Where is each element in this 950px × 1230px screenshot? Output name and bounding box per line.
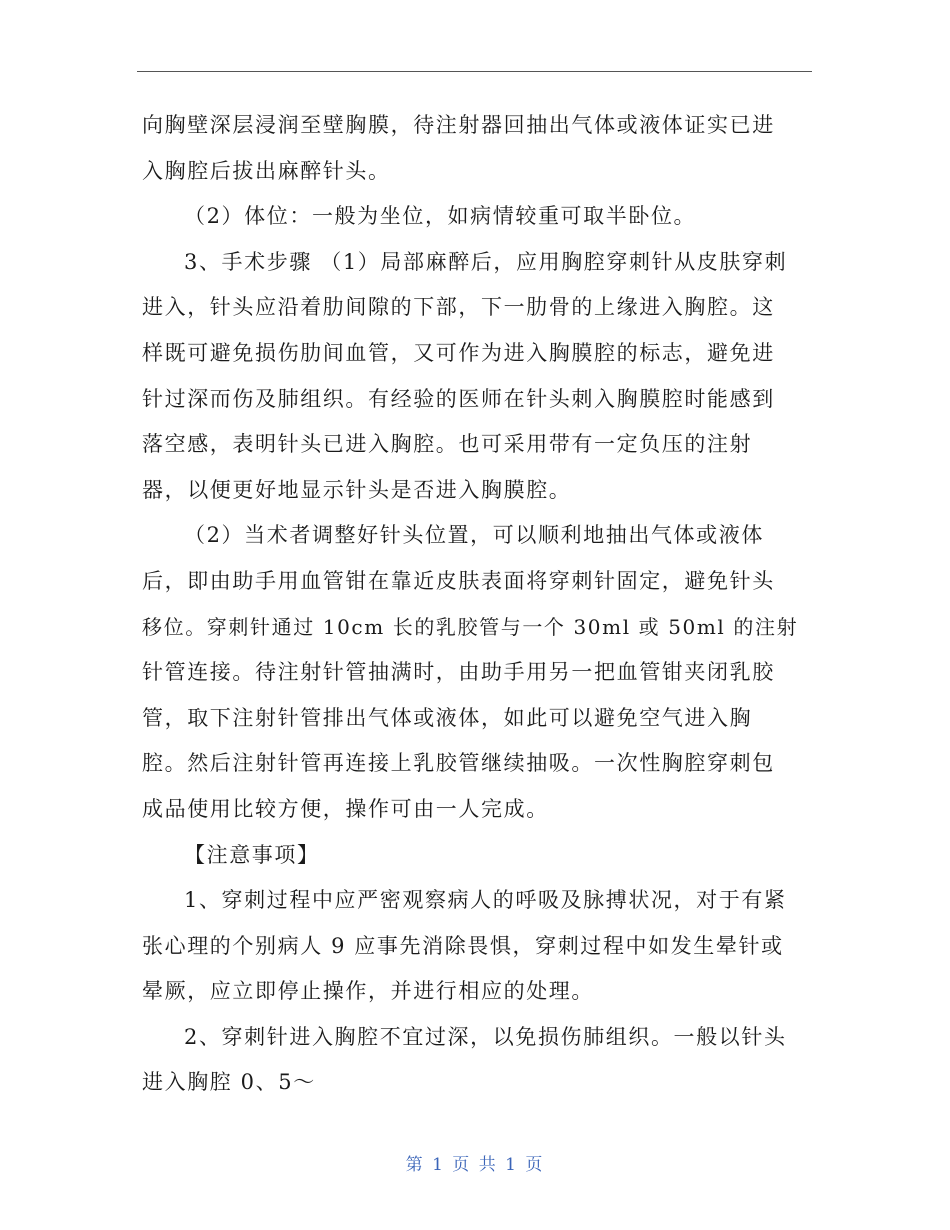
text-line: 后，即由助手用血管钳在靠近皮肤表面将穿刺针固定，避免针头 [142, 568, 775, 593]
text-line: 成品使用比较方便，操作可由一人完成。 [142, 796, 549, 821]
text-line: 落空感，表明针头已进入胸腔。也可采用带有一定负压的注射 [142, 432, 753, 457]
text-line: 样既可避免损伤肋间血管，又可作为进入胸膜腔的标志，避免进 [142, 340, 775, 365]
header-rule [137, 71, 812, 72]
text-line: 针管连接。待注射针管抽满时，由助手用另一把血管钳夹闭乳胶 [142, 660, 775, 685]
text-line: 器，以便更好地显示针头是否进入胸膜腔。 [142, 477, 572, 502]
text-line: 进入胸腔 0、5～ [142, 1070, 316, 1095]
text-line: 进入，针头应沿着肋间隙的下部，下一肋骨的上缘进入胸腔。这 [142, 295, 775, 320]
text-line: 向胸壁深层浸润至壁胸膜，待注射器回抽出气体或液体证实已进 [142, 113, 775, 137]
text-line: 2、穿刺针进入胸腔不宜过深，以免损伤肺组织。一般以针头 [184, 1024, 787, 1049]
document-body [142, 103, 812, 1106]
text-line: 针过深而伤及肺组织。有经验的医师在针头刺入胸膜腔时能感到 [142, 386, 775, 411]
text-line: 3、手术步骤 （1）局部麻醉后，应用胸腔穿刺针从皮肤穿刺 [184, 249, 788, 274]
section-heading: 【注意事项】 [184, 842, 320, 867]
text-line: 晕厥，应立即停止操作，并进行相应的处理。 [142, 979, 594, 1004]
text-line: 管，取下注射针管排出气体或液体，如此可以避免空气进入胸 [142, 705, 753, 730]
text-line: 张心理的个别病人 9 应事先消除畏惧，穿刺过程中如发生晕针或 [142, 933, 784, 958]
text-line: 入胸腔后拔出麻醉针头。 [142, 158, 391, 183]
page-number-footer: 第 1 页 共 1 页 [405, 1155, 545, 1175]
text-line: 1、穿刺过程中应严密观察病人的呼吸及脉搏状况，对于有紧 [184, 888, 787, 913]
text-line: 移位。穿刺针通过 10cm 长的乳胶管与一个 30ml 或 50ml 的注射 [142, 614, 799, 639]
text-line: 腔。然后注射针管再连接上乳胶管继续抽吸。一次性胸腔穿刺包 [142, 751, 775, 776]
text-line: （2）体位：一般为坐位，如病情较重可取半卧位。 [184, 204, 697, 229]
text-line: （2）当术者调整好针头位置，可以顺利地抽出气体或液体 [184, 523, 764, 548]
